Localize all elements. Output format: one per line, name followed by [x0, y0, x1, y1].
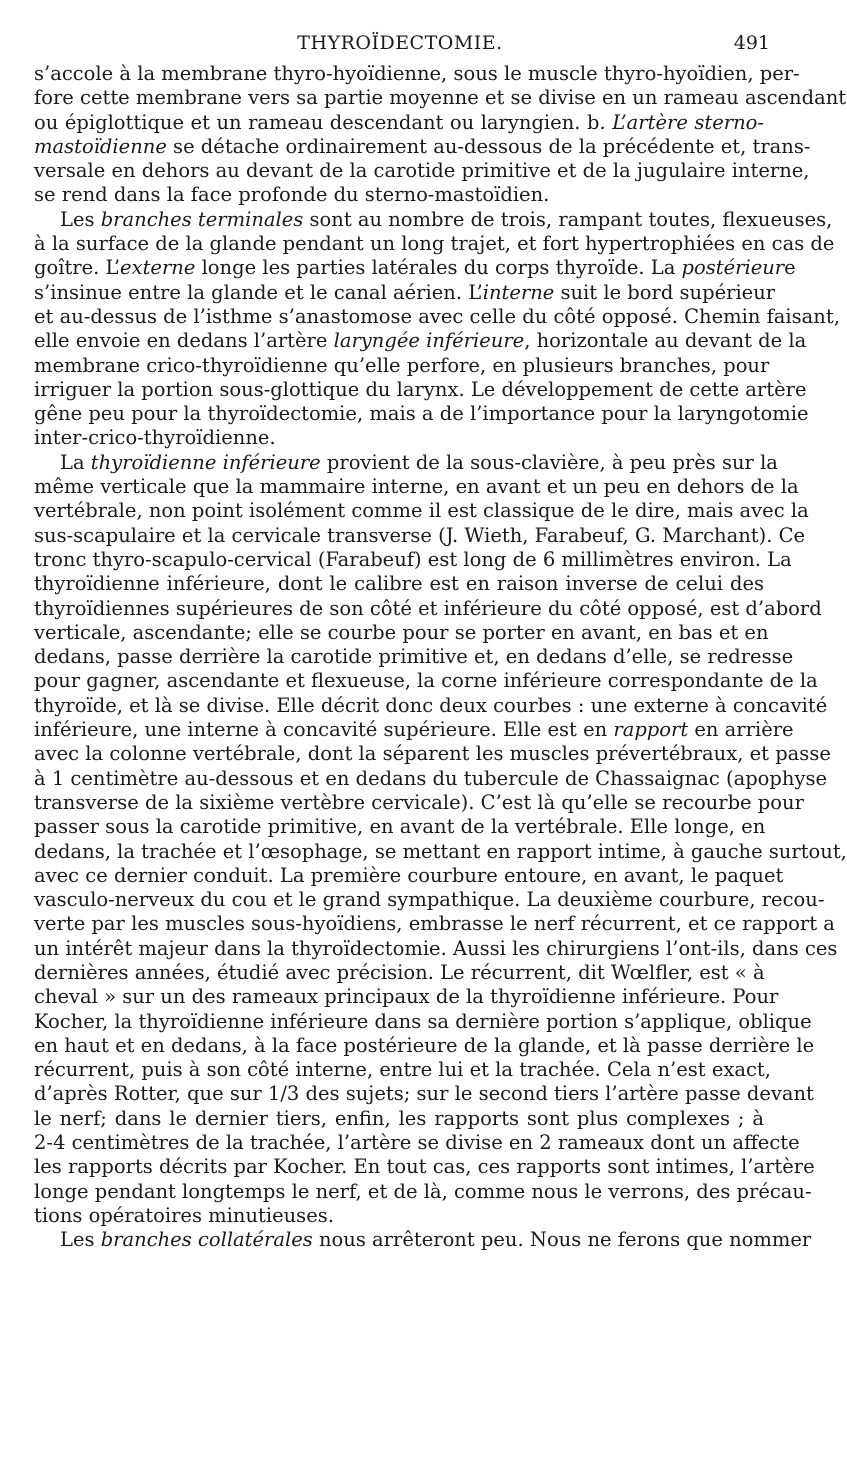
text-line: Les branches collatérales nous arrêteront peu. Nous ne ferons que nommer	[60, 1228, 812, 1252]
text-line: tions opératoires minutieuses.	[34, 1203, 334, 1227]
text-line: versale en dehors au devant de la carotide primitive et de la jugulaire interne,	[34, 159, 810, 183]
text-line: dedans, passe derrière la carotide primitive et, en dedans d’elle, se redresse	[34, 645, 794, 669]
text-line: à la surface de la glande pendant un long trajet, et fort hypertrophiées en cas de	[34, 232, 835, 256]
page-header	[0, 32, 800, 58]
text-line: à 1 centimètre au-dessous et en dedans du tubercule de Chassaignac (apophyse	[34, 766, 828, 790]
text-line: La thyroïdienne inférieure provient de la sous-clavière, à peu près sur la	[60, 450, 778, 474]
text-line: Kocher, la thyroïdienne inférieure dans sa dernière portion s’applique, oblique	[34, 1009, 812, 1033]
text-line: tronc thyro-scapulo-cervical (Farabeuf) est long de 6 millimètres environ. La	[34, 547, 792, 571]
text-line: le nerf; dans le dernier tiers, enfin, les rapports sont plus complexes ; à	[34, 1106, 764, 1130]
running-title: THYROÏDECTOMIE.	[297, 32, 503, 54]
text-line: se rend dans la face profonde du sterno-mastoïdien.	[34, 183, 550, 207]
text-line: irriguer la portion sous-glottique du larynx. Le développement de cette artère	[34, 377, 807, 401]
text-line: verte par les muscles sous-hyoïdiens, embrasse le nerf récurrent, et ce rapport a	[34, 912, 835, 936]
text-line: fore cette membrane vers sa partie moyenne et se divise en un rameau ascendant	[34, 86, 847, 110]
page-number: 491	[733, 32, 770, 54]
text-line: ou épiglottique et un rameau descendant ou laryngien. b. L’artère sterno-	[34, 110, 764, 134]
text-line: Les branches terminales sont au nombre de trois, rampant toutes, flexueuses,	[60, 207, 833, 231]
text-line: vasculo-nerveux du cou et le grand sympathique. La deuxième courbure, recou-	[34, 888, 825, 912]
text-line: et au-dessus de l’isthme s’anastomose avec celle du côté opposé. Chemin faisant,	[34, 304, 840, 328]
text-line: longe pendant longtemps le nerf, et de là, comme nous le verrons, des précau-	[34, 1179, 812, 1203]
text-line: transverse de la sixième vertèbre cervicale). C’est là qu’elle se recourbe pour	[34, 790, 804, 814]
text-line: membrane crico-thyroïdienne qu’elle perfore, en plusieurs branches, pour	[34, 353, 770, 377]
text-line: thyroïdiennes supérieures de son côté et inférieure du côté opposé, est d’abord	[34, 596, 822, 620]
text-line: vertébrale, non point isolément comme il est classique de le dire, mais avec la	[34, 499, 809, 523]
text-line: un intérêt majeur dans la thyroïdectomie. Aussi les chirurgiens l’ont-ils, dans ces	[34, 936, 838, 960]
text-line: goître. L’externe longe les parties latérales du corps thyroïde. La postérieure	[34, 256, 796, 280]
text-line: dernières années, étudié avec précision. Le récurrent, dit Wœlfler, est « à	[34, 960, 765, 984]
text-line: inférieure, une interne à concavité supérieure. Elle est en rapport en arrière	[34, 718, 794, 742]
text-line: elle envoie en dedans l’artère laryngée inférieure, horizontale au devant de la	[34, 329, 807, 353]
text-line: les rapports décrits par Kocher. En tout cas, ces rapports sont intimes, l’artère	[34, 1155, 815, 1179]
text-line: s’accole à la membrane thyro-hyoïdienne, sous le muscle thyro-hyoïdien, per-	[34, 62, 800, 85]
text-line: récurrent, puis à son côté interne, entre lui et la trachée. Cela n’est exact,	[34, 1058, 771, 1082]
text-line: dedans, la trachée et l’œsophage, se mettant en rapport intime, à gauche surtout,	[34, 839, 847, 863]
text-line: même verticale que la mammaire interne, en avant et un peu en dehors de la	[34, 475, 799, 499]
text-line: sus-scapulaire et la cervicale transverse (J. Wieth, Farabeuf, G. Marchant). Ce	[34, 523, 806, 547]
text-line: 2-4 centimètres de la trachée, l’artère se divise en 2 rameaux dont un affecte	[34, 1131, 800, 1155]
text-line: mastoïdienne se détache ordinairement au-dessous de la précédente et, trans-	[34, 134, 811, 158]
text-line: en haut et en dedans, à la face postérieure de la glande, et là passe derrière le	[34, 1033, 815, 1057]
text-line: avec ce dernier conduit. La première courbure entoure, en avant, le paquet	[34, 863, 784, 887]
text-line: cheval » sur un des rameaux principaux de la thyroïdienne inférieure. Pour	[34, 985, 779, 1009]
text-line: s’insinue entre la glande et le canal aérien. L’interne suit le bord supérieur	[34, 280, 776, 304]
text-line: verticale, ascendante; elle se courbe pour se porter en avant, en bas et en	[34, 620, 769, 644]
text-line: d’après Rotter, que sur 1/3 des sujets; sur le second tiers l’artère passe devant	[34, 1082, 814, 1106]
text-line: inter-crico-thyroïdienne.	[34, 426, 276, 450]
text-line: thyroïde, et là se divise. Elle décrit donc deux courbes : une externe à concavité	[34, 693, 828, 717]
text-line: passer sous la carotide primitive, en avant de la vertébrale. Elle longe, en	[34, 815, 766, 839]
text-line: thyroïdienne inférieure, dont le calibre est en raison inverse de celui des	[34, 572, 764, 596]
text-line: gêne peu pour la thyroïdectomie, mais a de l’importance pour la laryngotomie	[34, 402, 809, 426]
text-line: pour gagner, ascendante et flexueuse, la corne inférieure correspondante de la	[34, 669, 818, 693]
body-text	[34, 62, 847, 1253]
text-line: avec la colonne vertébrale, dont la séparent les muscles prévertébraux, et passe	[34, 742, 831, 766]
